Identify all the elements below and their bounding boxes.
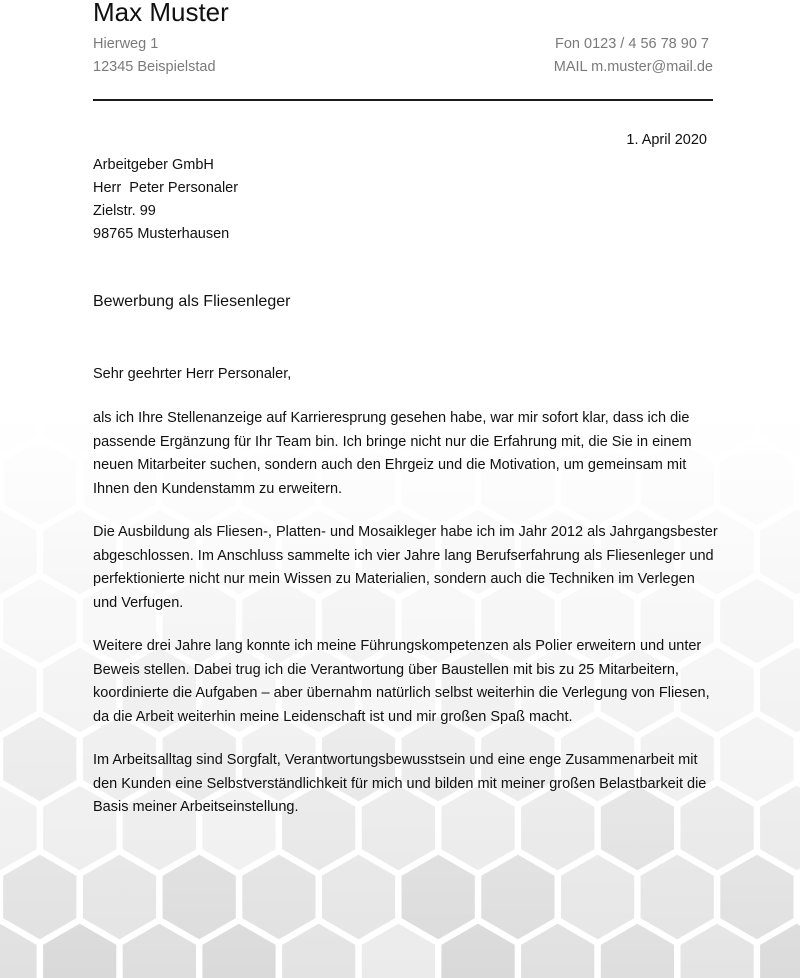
sender-email: MAIL m.muster@mail.de — [553, 59, 713, 75]
body-paragraph-2: Die Ausbildung als Fliesen-, Platten- und Mosaikleger habe ich im Jahr 2012 als Jahrgangsbester abgeschlossen. Im Anschluss sammelte ich vier Jahre lang Berufserfahrung als Fliesenleger und perfektionierte nicht nur mein Wissen zu Materialien, sondern auch die Techniken im Verlegen und Verfugen. — [93, 524, 718, 611]
recipient-city: 98765 Musterhausen — [93, 226, 230, 242]
letter-date: 1. April 2020 — [626, 132, 707, 148]
recipient-street: Zielstr. 99 — [93, 203, 156, 219]
body-paragraph-3: Weitere drei Jahre lang konnte ich meine Führungskompetenzen als Polier erweitern und unter Beweis stellen. Dabei trug ich die Verantwortung über Baustellen mit bis zu 25 Mitarbeitern, koordinierte die Aufgaben – aber übernahm natürlich selbst weiterhin die Verlegung von Fliesen, da die Arbeit weiterhin meine Leidenschaft ist und mir großen Spaß macht. — [93, 638, 710, 725]
sender-phone: Fon 0123 / 4 56 78 90 7 — [555, 36, 709, 52]
header-divider — [93, 99, 713, 101]
recipient-person: Herr Peter Personaler — [93, 180, 239, 196]
recipient-company: Arbeitgeber GmbH — [93, 157, 214, 173]
sender-name: Max Muster — [93, 0, 229, 27]
body-paragraph-1: als ich Ihre Stellenanzeige auf Karrieresprung gesehen habe, war mir sofort klar, dass ich die passende Ergänzung für Ihr Team bin. Ich bringe nicht nur die Erfahrung mit, die Sie in einem neuen Mitarbeiter suchen, sondern auch den Ehrgeiz und die Motivation, um gemeinsam mit Ihnen den Kundenstamm zu erweitern. — [93, 410, 692, 497]
letter-subject: Bewerbung als Fliesenleger — [93, 293, 291, 310]
letter-salutation: Sehr geehrter Herr Personaler, — [93, 366, 292, 382]
body-paragraph-4: Im Arbeitsalltag sind Sorgfalt, Verantwortungsbewusstsein und eine enge Zusammenarbeit mit den Kunden eine Selbstverständlichkeit für mich und bilden mit meiner großen Belastbarkeit die Basis meiner Arbeitseinstellung. — [93, 752, 707, 815]
recipient-address — [93, 154, 238, 246]
sender-street: Hierweg 1 — [93, 36, 159, 52]
sender-city: 12345 Beispielstad — [93, 59, 216, 75]
